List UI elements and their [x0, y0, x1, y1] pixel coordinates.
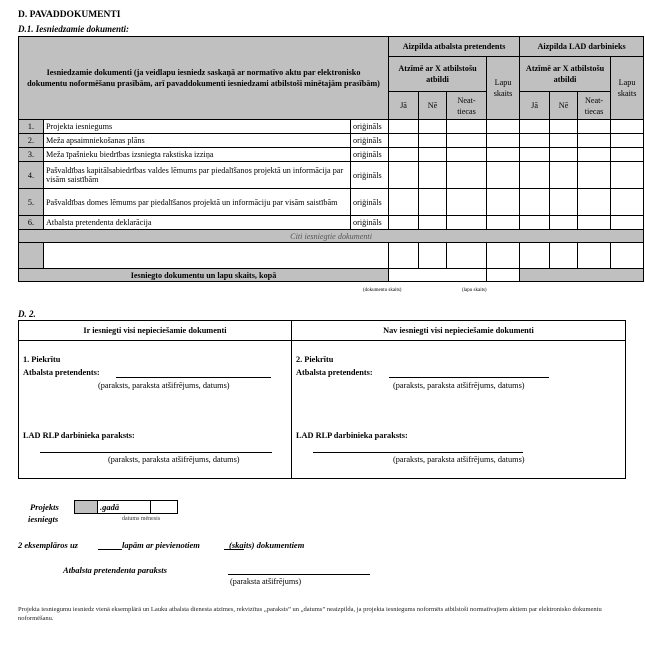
- applicant-na-cell[interactable]: [447, 134, 487, 148]
- applicant-no-cell[interactable]: [419, 216, 447, 230]
- other-row-number: [19, 243, 44, 269]
- lad-no-cell[interactable]: [550, 120, 578, 134]
- lad-pages-cell[interactable]: [611, 148, 644, 162]
- incomplete-header: Nav iesniegti visi nepieciešamie dokumenti: [292, 321, 626, 341]
- complete-header: Ir iesniegti visi nepieciešamie dokumenti: [19, 321, 292, 341]
- applicant-pages-cell[interactable]: [487, 162, 520, 189]
- applicant-no-cell[interactable]: [419, 243, 447, 269]
- row-number: 4.: [19, 162, 44, 189]
- document-type: oriģināls: [351, 162, 389, 189]
- document-name: Meža īpašnieku biedrības izsniegta rakstiska izziņa: [44, 148, 351, 162]
- total-pages-count[interactable]: [487, 269, 520, 282]
- applicant-na-cell[interactable]: [447, 189, 487, 216]
- complete-agree-label: 1. Piekrītu: [23, 355, 61, 364]
- applicant-pages-cell[interactable]: [487, 148, 520, 162]
- applicant-yes-cell[interactable]: [389, 243, 419, 269]
- document-name: Meža apsaimniekošanas plāns: [44, 134, 351, 148]
- incomplete-lad-signature-line[interactable]: [313, 452, 523, 453]
- lad-yes-cell[interactable]: [520, 148, 550, 162]
- document-type: oriģināls: [351, 189, 389, 216]
- applicant-na-header: Neat-tiecas: [447, 92, 487, 120]
- lad-no-cell[interactable]: [550, 216, 578, 230]
- applicant-no-cell[interactable]: [419, 162, 447, 189]
- incomplete-cell: [292, 341, 626, 479]
- other-documents-header: Citi iesniegtie dokumenti: [19, 230, 644, 243]
- applicant-yes-cell[interactable]: [389, 162, 419, 189]
- row-number: 2.: [19, 134, 44, 148]
- lad-pages-cell[interactable]: [611, 243, 644, 269]
- complete-lad-label: LAD RLP darbinieka paraksts:: [23, 431, 135, 440]
- applicant-pages-header: Lapu skaits: [487, 57, 520, 120]
- complete-applicant-label: Atbalsta pretendents:: [23, 368, 100, 377]
- total-label: Iesniegto dokumentu un lapu skaits, kopā: [19, 269, 389, 282]
- applicant-pages-cell[interactable]: [487, 189, 520, 216]
- complete-lad-caption: (paraksts, paraksta atšifrējums, datums): [108, 455, 240, 464]
- date-caption: datums mēnesis: [122, 516, 161, 522]
- applicant-no-cell[interactable]: [419, 148, 447, 162]
- lad-na-cell[interactable]: [578, 162, 611, 189]
- year-box[interactable]: [74, 500, 98, 514]
- lad-pages-cell[interactable]: [611, 189, 644, 216]
- applicant-pages-cell[interactable]: [487, 120, 520, 134]
- total-documents-count[interactable]: [389, 269, 487, 282]
- date-box[interactable]: [97, 500, 151, 514]
- document-type: oriģināls: [351, 120, 389, 134]
- copies-text-c: (skaits) dokumentiem: [229, 540, 305, 550]
- lad-pages-cell[interactable]: [611, 162, 644, 189]
- incomplete-applicant-caption: (paraksts, paraksta atšifrējums, datums): [393, 381, 525, 390]
- other-document-name[interactable]: [44, 243, 389, 269]
- footer-note: Projekta iesniegumu iesniedz vienā eksemplārā un Lauku atbalsta dienesta atzīmes, rekvizītus „paraksts” un „datums” neaizpilda, ja projekta iesniegums noformēts atbilstoši normatīvajiem aktiem par elektronisko dokumentu noformēšanu.: [18, 606, 602, 622]
- applicant-mark-header: Atzīmē ar X atbilstošu atbildi: [389, 57, 487, 92]
- applicant-yes-header: Jā: [389, 92, 419, 120]
- year-suffix: .gadā: [100, 502, 120, 512]
- document-type: oriģināls: [351, 216, 389, 230]
- applicant-na-cell[interactable]: [447, 120, 487, 134]
- lad-na-cell[interactable]: [578, 189, 611, 216]
- applicant-na-cell[interactable]: [447, 162, 487, 189]
- signature-decode-caption: (paraksta atšifrējums): [230, 577, 302, 586]
- completeness-table: [18, 320, 626, 479]
- applicant-no-cell[interactable]: [419, 120, 447, 134]
- lad-yes-cell[interactable]: [520, 134, 550, 148]
- lad-yes-cell[interactable]: [520, 189, 550, 216]
- lad-pages-cell[interactable]: [611, 216, 644, 230]
- applicant-no-header: Nē: [419, 92, 447, 120]
- applicant-pages-cell[interactable]: [487, 216, 520, 230]
- applicant-signature-label: Atbalsta pretendenta paraksts: [63, 565, 167, 575]
- lad-yes-cell[interactable]: [520, 216, 550, 230]
- lad-total-blank: [520, 269, 644, 282]
- complete-applicant-caption: (paraksts, paraksta atšifrējums, datums): [98, 381, 230, 390]
- copies-text-b: lapām ar pievienotiem: [122, 540, 200, 550]
- documents-table: [18, 36, 644, 282]
- lad-yes-cell[interactable]: [520, 162, 550, 189]
- incomplete-applicant-signature-line[interactable]: [389, 377, 549, 378]
- lad-na-cell[interactable]: [578, 134, 611, 148]
- project-label: Projekts: [30, 502, 59, 512]
- documents-count-caption: (dokumentu skaits): [363, 288, 402, 293]
- applicant-pages-cell[interactable]: [487, 243, 520, 269]
- row-number: 1.: [19, 120, 44, 134]
- document-type: oriģināls: [351, 134, 389, 148]
- applicant-signature-line[interactable]: [228, 574, 370, 575]
- complete-applicant-signature-line[interactable]: [116, 377, 271, 378]
- lad-na-cell[interactable]: [578, 120, 611, 134]
- lad-pages-cell[interactable]: [611, 120, 644, 134]
- month-box[interactable]: [150, 500, 178, 514]
- lad-no-header: Nē: [550, 92, 578, 120]
- lad-yes-header: Jā: [520, 92, 550, 120]
- pages-count-caption: (lapu skaits): [462, 288, 487, 293]
- lad-no-cell[interactable]: [550, 162, 578, 189]
- applicant-yes-cell[interactable]: [389, 216, 419, 230]
- complete-cell: [19, 341, 292, 479]
- subsection-d1-title: D.1. Iesniedzamie dokumenti:: [18, 24, 130, 34]
- lad-no-cell[interactable]: [550, 189, 578, 216]
- documents-header: Iesniedzamie dokumenti (ja veidlapu iesniedz saskaņā ar normatīvo aktu par elektronisko dokumentu noformēšanu prasībām, arī pavaddokumenti iesniedzami atbilstoši minētajām prasībām): [19, 37, 389, 120]
- lad-na-cell[interactable]: [578, 243, 611, 269]
- applicant-yes-cell[interactable]: [389, 189, 419, 216]
- document-type: oriģināls: [351, 148, 389, 162]
- lad-no-cell[interactable]: [550, 134, 578, 148]
- applicant-pages-cell[interactable]: [487, 134, 520, 148]
- lad-mark-header: Atzīmē ar X atbilstošu atbildi: [520, 57, 611, 92]
- lad-pages-cell[interactable]: [611, 134, 644, 148]
- lad-na-cell[interactable]: [578, 216, 611, 230]
- lad-yes-cell[interactable]: [520, 243, 550, 269]
- lad-pages-header: Lapu skaits: [611, 57, 644, 120]
- lad-yes-cell[interactable]: [520, 120, 550, 134]
- incomplete-agree-label: 2. Piekrītu: [296, 355, 334, 364]
- applicant-yes-cell[interactable]: [389, 148, 419, 162]
- subsection-d2-title: D. 2.: [18, 309, 36, 319]
- document-name: Atbalsta pretendenta deklarācija: [44, 216, 351, 230]
- document-name: Pašvaldības domes lēmums par piedalīšanos projektā un informāciju par visām saistībām: [44, 189, 351, 216]
- document-name: Pašvaldības kapitālsabiedrības valdes lēmums par piedalīšanos projektā un informācija par visām saistībām: [44, 162, 351, 189]
- applicant-yes-cell[interactable]: [389, 120, 419, 134]
- copies-text-a: 2 eksemplāros uz: [18, 540, 78, 550]
- applicant-fills-header: Aizpilda atbalsta pretendents: [389, 37, 520, 57]
- incomplete-lad-caption: (paraksts, paraksta atšifrējums, datums): [393, 455, 525, 464]
- applicant-yes-cell[interactable]: [389, 134, 419, 148]
- lad-na-header: Neat-tiecas: [578, 92, 611, 120]
- document-name: Projekta iesniegums: [44, 120, 351, 134]
- pages-count-line[interactable]: [98, 549, 122, 550]
- complete-lad-signature-line[interactable]: [40, 452, 272, 453]
- applicant-na-cell[interactable]: [447, 216, 487, 230]
- lad-fills-header: Aizpilda LAD darbinieks: [520, 37, 644, 57]
- incomplete-applicant-label: Atbalsta pretendents:: [296, 368, 373, 377]
- submitted-label: iesniegts: [28, 514, 59, 524]
- row-number: 6.: [19, 216, 44, 230]
- row-number: 3.: [19, 148, 44, 162]
- section-title: D. PAVADDOKUMENTI: [18, 10, 121, 20]
- incomplete-lad-label: LAD RLP darbinieka paraksts:: [296, 431, 408, 440]
- applicant-na-cell[interactable]: [447, 243, 487, 269]
- lad-no-cell[interactable]: [550, 243, 578, 269]
- lad-no-cell[interactable]: [550, 148, 578, 162]
- applicant-no-cell[interactable]: [419, 189, 447, 216]
- applicant-no-cell[interactable]: [419, 134, 447, 148]
- lad-na-cell[interactable]: [578, 148, 611, 162]
- row-number: 5.: [19, 189, 44, 216]
- applicant-na-cell[interactable]: [447, 148, 487, 162]
